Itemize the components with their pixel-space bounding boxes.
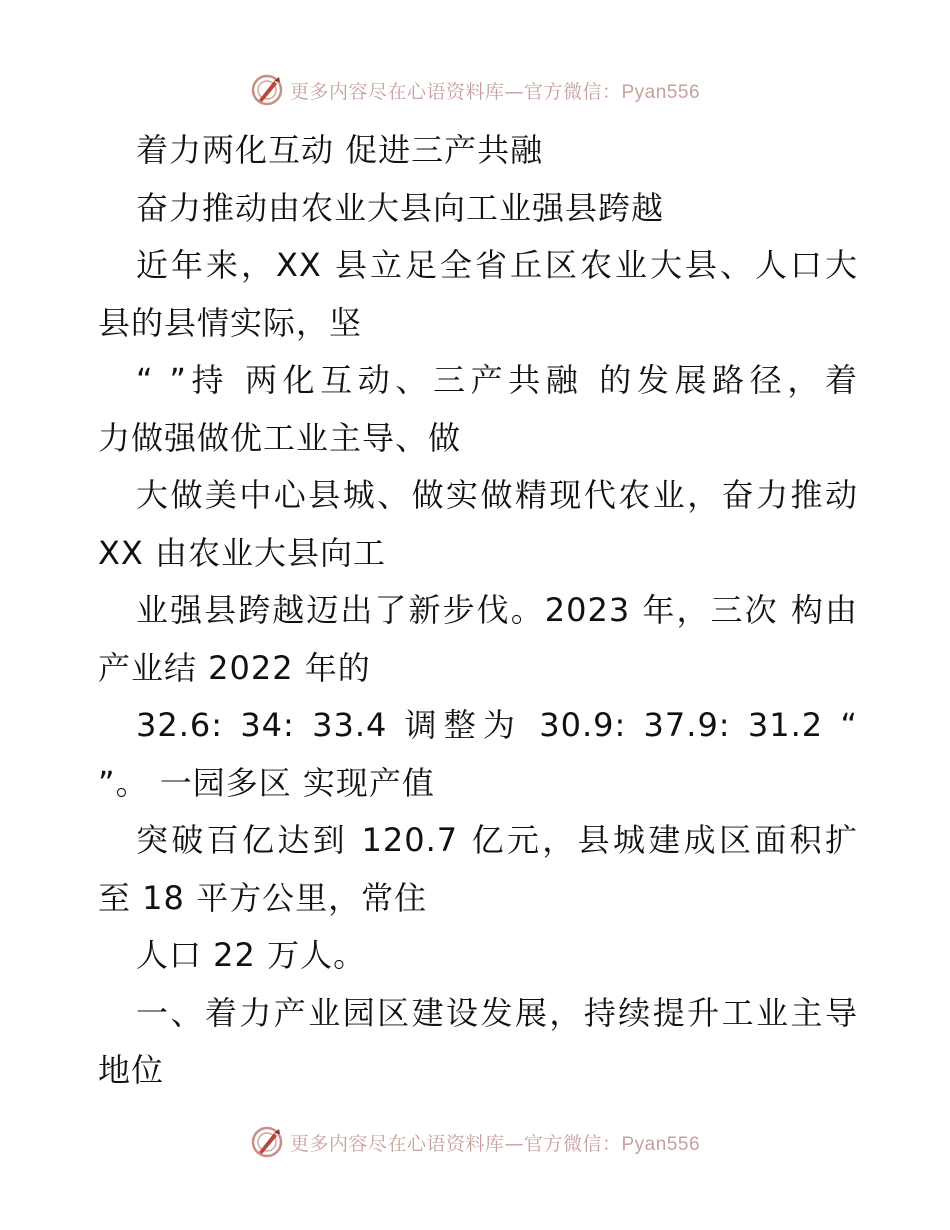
text-line: 产业结 2022 年的: [98, 648, 371, 687]
watermark-header: [0, 70, 950, 110]
text-line: 地位: [98, 1051, 165, 1089]
text-line: XX 由农业大县向工: [98, 533, 387, 572]
watermark-text: [290, 77, 700, 104]
watermark-separator: —: [504, 1132, 524, 1155]
watermark-text: [290, 1129, 700, 1156]
text-line: 业强县跨越迈出了新步伐。2023 年，三次 构由: [136, 591, 858, 629]
watermark-footer: [0, 1122, 950, 1162]
watermark-official-label: 官方微信：: [523, 1132, 622, 1155]
watermark-wechat-id: Pyan556: [621, 81, 701, 103]
text-line: 大做美中心县城、做实做精现代农业，奋力推动: [136, 476, 858, 514]
text-line: 至 18 平方公里，常住: [98, 878, 428, 917]
watermark-library-name: 更多内容尽在心语资料库: [289, 1132, 505, 1155]
text-line: 县的县情实际，坚: [98, 303, 363, 342]
text-line: 着力两化互动 促进三产共融: [136, 131, 544, 169]
document-body: [98, 122, 858, 1100]
brand-logo-icon: [250, 73, 284, 107]
brand-logo-icon: [250, 1125, 284, 1159]
watermark-official-label: 官方微信：: [523, 80, 622, 103]
text-line: 突破百亿达到 120.7 亿元，县城建成区面积扩: [136, 821, 858, 859]
text-line: 32.6: 34: 33.4 调整为 30.9: 37.9: 31.2 “: [136, 706, 858, 744]
watermark-library-name: 更多内容尽在心语资料库: [289, 80, 505, 103]
text-line: 一、着力产业园区建设发展，持续提升工业主导: [136, 993, 858, 1032]
text-line: 人口 22 万人。: [136, 936, 367, 974]
text-line: 奋力推动由农业大县向工业强县跨越: [136, 188, 665, 227]
watermark-separator: —: [504, 80, 524, 103]
text-line: 力做强做优工业主导、做: [98, 418, 462, 457]
text-line: ”。 一园多区 实现产值: [98, 763, 435, 802]
watermark-wechat-id: Pyan556: [621, 1133, 701, 1155]
text-line: “ ”持 两化互动、三产共融 的发展路径，着: [136, 361, 858, 399]
text-line: 近年来，XX 县立足全省丘区农业大县、人口大: [136, 246, 858, 284]
